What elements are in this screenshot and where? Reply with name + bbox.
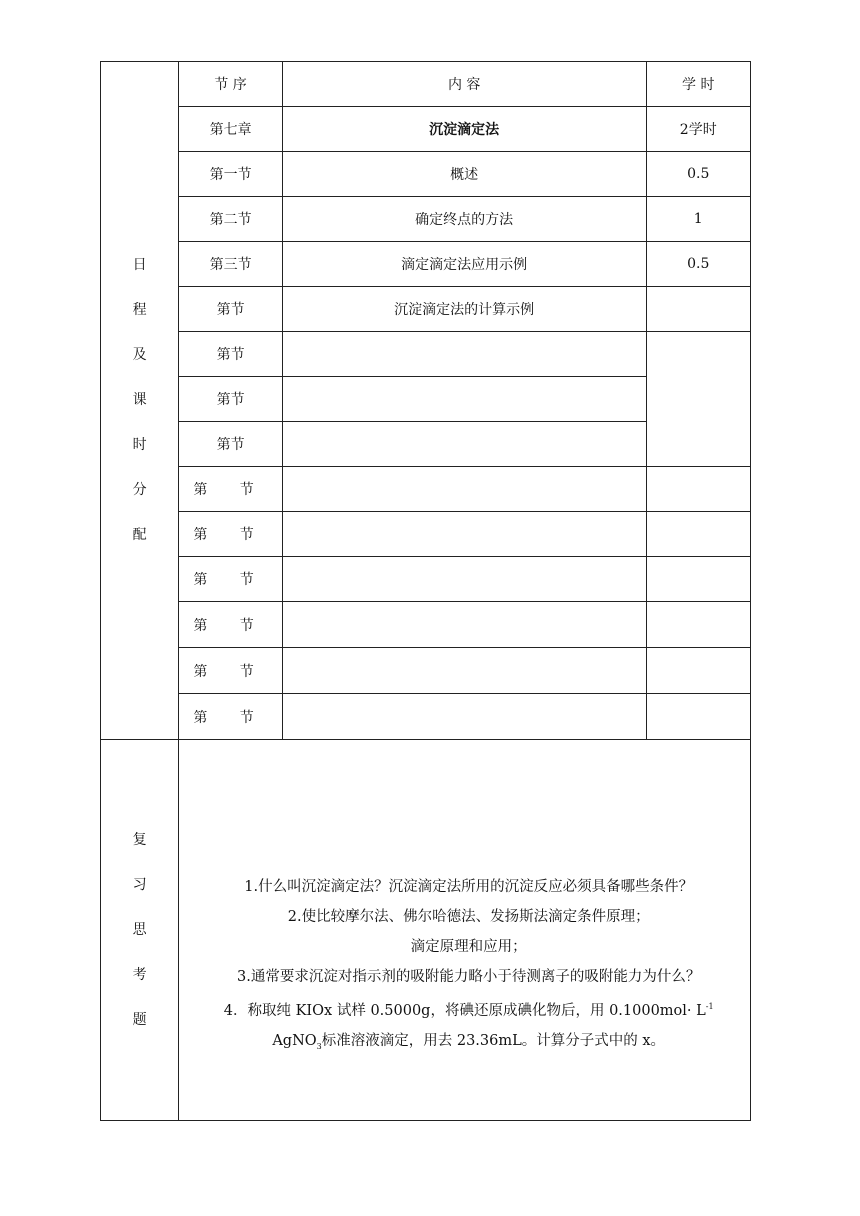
row-section: 第 节 bbox=[179, 694, 282, 740]
question-line: 3.通常要求沉淀对指示剂的吸附能力略小于待测离子的吸附能力为什么？ bbox=[237, 969, 701, 986]
question-4-line-1 bbox=[187, 992, 750, 1026]
row-section: 第七章 bbox=[179, 107, 282, 152]
q4-superscript: -1 bbox=[705, 1002, 714, 1012]
merged-hours-cell bbox=[646, 332, 751, 467]
question-line: 1.什么叫沉淀滴定法？沉淀滴定法所用的沉淀反应必须具备哪些条件？ bbox=[244, 879, 694, 896]
side-char: 程 bbox=[132, 302, 147, 318]
header-hours: 学 时 bbox=[646, 62, 751, 107]
row-section: 第 节 bbox=[179, 557, 282, 602]
row-hours bbox=[646, 694, 751, 740]
row-hours: 0.5 bbox=[646, 242, 751, 287]
row-section: 第节 bbox=[179, 332, 282, 377]
row-content: 滴定滴定法应用示例 bbox=[282, 242, 646, 287]
side-char: 考 bbox=[132, 966, 147, 983]
row-content bbox=[282, 422, 646, 467]
row-content: 沉淀滴定法 bbox=[282, 107, 646, 152]
row-content bbox=[282, 602, 646, 648]
row-hours: 1 bbox=[646, 197, 751, 242]
row-content bbox=[282, 377, 646, 422]
header-section: 节 序 bbox=[179, 62, 282, 107]
side-char: 题 bbox=[132, 1011, 147, 1028]
row-section: 第节 bbox=[179, 287, 282, 332]
side-char: 时 bbox=[132, 437, 147, 453]
row-content bbox=[282, 467, 646, 512]
row-section: 第三节 bbox=[179, 242, 282, 287]
schedule-sheet bbox=[100, 61, 751, 1124]
table-row bbox=[101, 648, 751, 694]
row-hours bbox=[646, 467, 751, 512]
row-hours bbox=[646, 648, 751, 694]
schedule-table bbox=[100, 61, 751, 1121]
table-row bbox=[101, 467, 751, 512]
row-content bbox=[282, 332, 646, 377]
row-hours: 0.5 bbox=[646, 152, 751, 197]
table-row bbox=[101, 152, 751, 197]
row-content bbox=[282, 648, 646, 694]
row-section: 第 节 bbox=[179, 512, 282, 557]
side-char: 课 bbox=[132, 392, 147, 408]
question-line: 2.使比较摩尔法、佛尔哈德法、发扬斯法滴定条件原理； bbox=[287, 909, 650, 926]
row-hours bbox=[646, 287, 751, 332]
review-questions-cell bbox=[179, 740, 751, 1121]
row-section: 第 节 bbox=[179, 602, 282, 648]
row-section: 第 节 bbox=[179, 648, 282, 694]
row-hours bbox=[646, 602, 751, 648]
row-hours bbox=[646, 512, 751, 557]
question-line: 滴定原理和应用； bbox=[410, 939, 527, 956]
row-hours: 2学时 bbox=[646, 107, 751, 152]
q4-text-a: 4．称取纯 KIOx 试样 0.5000g，将碘还原成碘化物后，用 0.1000mol· L bbox=[223, 1002, 706, 1019]
side-char: 复 bbox=[132, 831, 147, 848]
side-char: 习 bbox=[132, 876, 147, 893]
row-content bbox=[282, 557, 646, 602]
table-row bbox=[101, 107, 751, 152]
row-content bbox=[282, 694, 646, 740]
row-section: 第一节 bbox=[179, 152, 282, 197]
row-content bbox=[282, 512, 646, 557]
table-row bbox=[101, 242, 751, 287]
q4-text-b: AgNO bbox=[272, 1032, 317, 1049]
question-4-line-2 bbox=[187, 1026, 750, 1062]
row-content: 沉淀滴定法的计算示例 bbox=[282, 287, 646, 332]
q4-subscript: 3 bbox=[316, 1041, 322, 1051]
table-row bbox=[101, 557, 751, 602]
row-section: 第 节 bbox=[179, 467, 282, 512]
side-char: 日 bbox=[132, 257, 147, 273]
row-hours bbox=[646, 557, 751, 602]
row-section: 第节 bbox=[179, 422, 282, 467]
header-content: 内 容 bbox=[282, 62, 646, 107]
table-row bbox=[101, 602, 751, 648]
side-char: 配 bbox=[132, 527, 147, 543]
table-row bbox=[101, 287, 751, 332]
side-char: 分 bbox=[132, 482, 147, 498]
row-content: 确定终点的方法 bbox=[282, 197, 646, 242]
row-section: 第二节 bbox=[179, 197, 282, 242]
review-questions bbox=[179, 798, 750, 1062]
side-char: 及 bbox=[132, 347, 147, 363]
row-section: 第节 bbox=[179, 377, 282, 422]
q4-text-c: 标准溶液滴定，用去 23.36mL。计算分子式中的 x。 bbox=[321, 1032, 666, 1049]
review-side-label bbox=[101, 740, 179, 1121]
review-row bbox=[101, 740, 751, 1121]
side-char: 思 bbox=[132, 921, 147, 938]
row-content: 概述 bbox=[282, 152, 646, 197]
schedule-side-label bbox=[101, 62, 179, 740]
table-row bbox=[101, 512, 751, 557]
table-row bbox=[101, 694, 751, 740]
table-row bbox=[101, 197, 751, 242]
table-row bbox=[101, 332, 751, 377]
